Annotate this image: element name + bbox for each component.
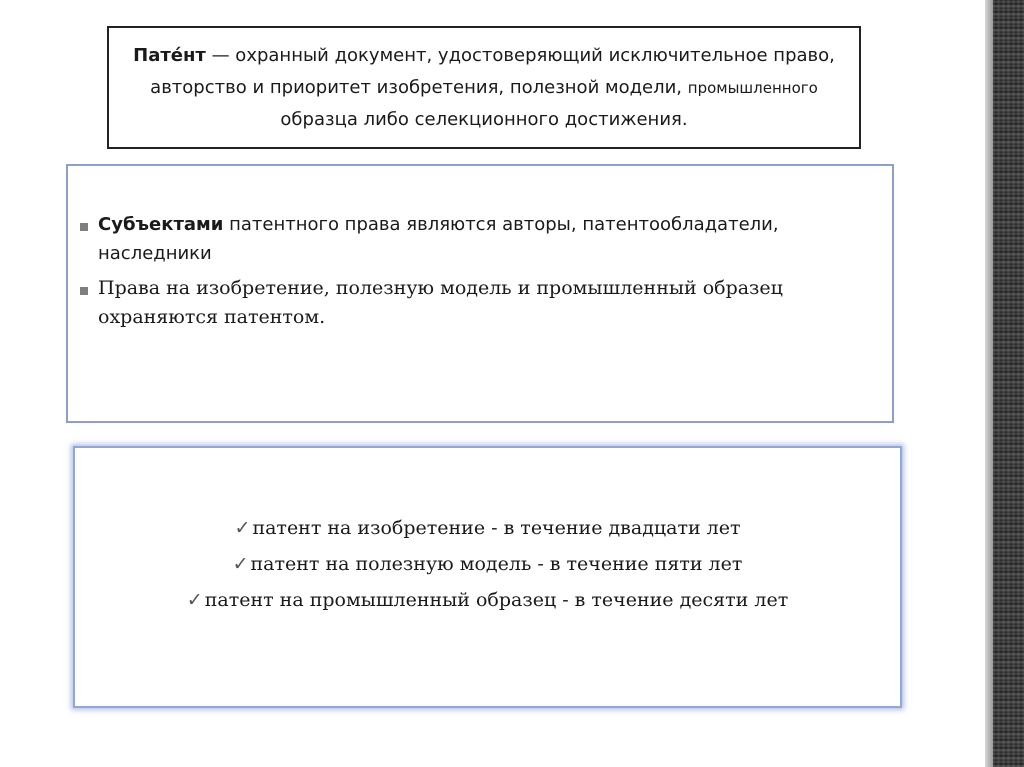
bullet-item-subjects (80, 210, 872, 268)
definition-text (127, 40, 841, 136)
checkmark-icon: ✓ (232, 553, 249, 575)
square-bullet-icon (80, 287, 88, 295)
bullet-text-rights: Права на изобретение, полезную модель и промышленный образец охраняются патентом. (98, 277, 783, 328)
term-text: патент на изобретение - в течение двадцати лет (252, 517, 741, 539)
square-bullet-icon (80, 223, 88, 231)
definition-small-text: промышленного (687, 78, 818, 97)
patent-terms-box (73, 446, 902, 708)
definition-main-text: — охранный документ, удостоверяющий исключительное право, авторство и приоритет изобретения, полезной модели, (150, 44, 835, 98)
bullet-text-subjects (98, 210, 872, 268)
term-item-utility-model (233, 546, 743, 582)
term-item-industrial-design (187, 582, 788, 618)
term-item-invention (235, 510, 741, 546)
bullet-item-rights (80, 274, 872, 332)
definition-box (107, 26, 861, 149)
checkmark-icon: ✓ (234, 517, 251, 539)
bullet-strong-text: Субъектами (98, 214, 224, 235)
subjects-box (66, 164, 894, 423)
decorative-frame-edge (985, 0, 1024, 767)
term-text: патент на полезную модель - в течение пяти лет (250, 553, 743, 575)
term-text: патент на промышленный образец - в течение десяти лет (204, 589, 789, 611)
checkmark-icon: ✓ (186, 589, 203, 611)
bullet-text: патентного права являются авторы, патентообладатели, наследники (98, 214, 779, 264)
definition-term: Пате́нт (133, 44, 206, 66)
definition-end-text: образца либо селекционного достижения. (280, 108, 688, 130)
